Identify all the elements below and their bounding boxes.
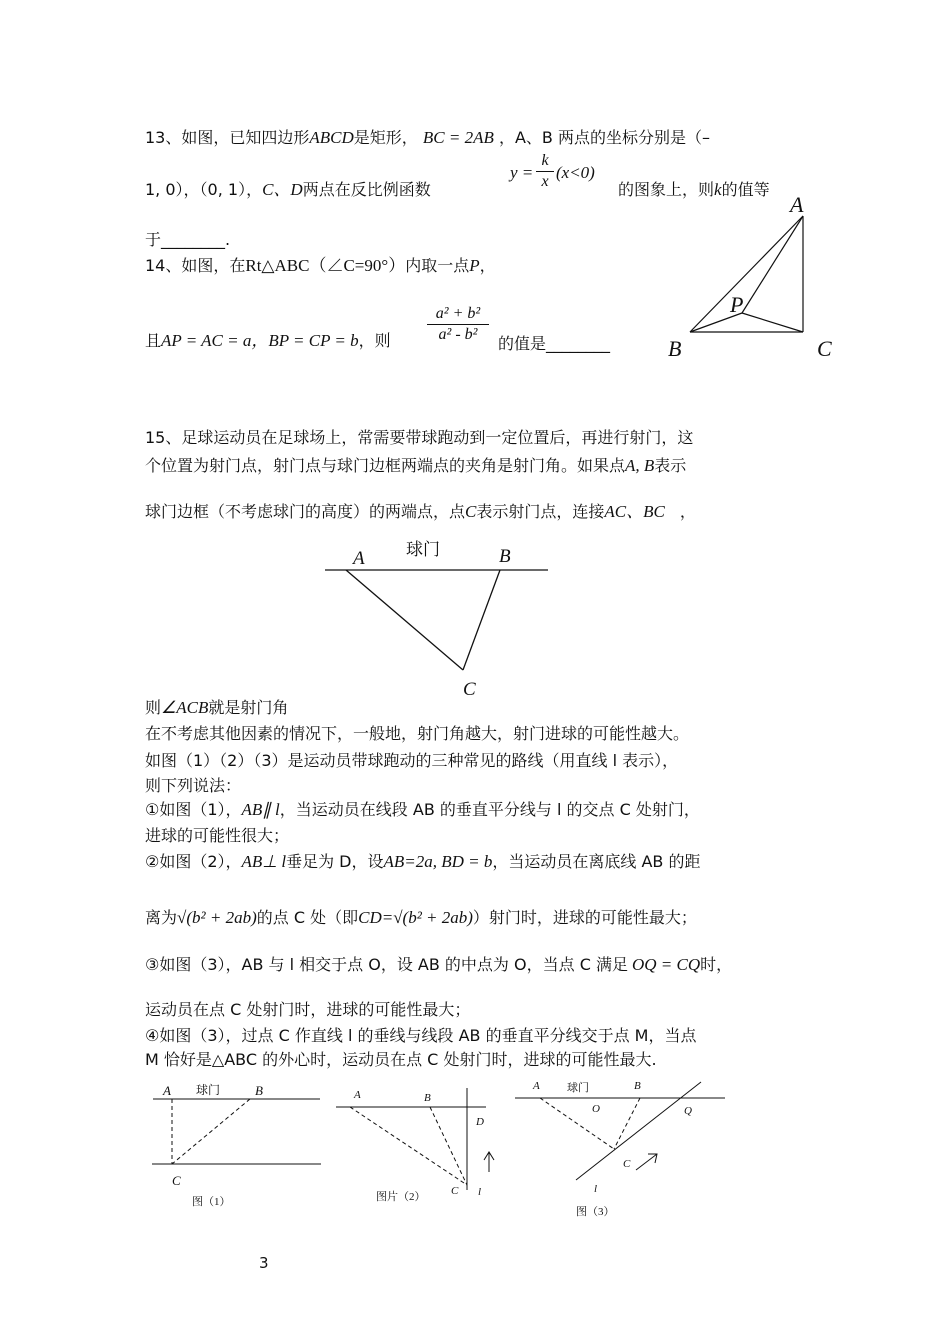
fig1-caption: 图（1）: [192, 1196, 231, 1208]
q13-func-y: y =: [510, 163, 534, 182]
goal-label-A: A: [353, 548, 365, 569]
q13-line1: 13、如图，已知四边形ABCD是矩形， BC = 2AB ，A、B 两点的坐标分别是（–: [145, 128, 710, 147]
q14-label-A: A: [790, 192, 804, 217]
q14-label-P: P: [730, 292, 744, 317]
q15-line-2: 在不考虑其他因素的情况下，一般地，射门角越大，射门进球的可能性越大。: [145, 724, 690, 743]
fig3-label-l: l: [594, 1183, 598, 1195]
fig3-goal: 球门: [567, 1082, 589, 1094]
q14-line2: 且AP = AC = a，BP = CP = b，则: [145, 331, 391, 350]
fig2-label-l: l: [478, 1186, 482, 1198]
fig2-label-A: A: [354, 1089, 361, 1101]
statement-3-cont: 运动员在点 C 处射门时，进球的可能性最大；: [145, 1000, 471, 1019]
q13-line2-end: 的图象上，则k的值等: [618, 180, 770, 199]
goal-label: 球门: [406, 540, 440, 560]
q13-func-fraction: k x: [536, 152, 554, 191]
q15-line-3: 如图（1）（2）（3）是运动员带球跑动的三种常见的路线（用直线 l 表示），: [145, 751, 679, 770]
fig1-goal: 球门: [196, 1083, 221, 1097]
q13-line2: 1, 0），（0, 1），C、D两点在反比例函数: [145, 180, 431, 199]
goal-label-C: C: [463, 679, 476, 700]
statement-2: ②如图（2），AB⊥ l垂足为 D，设AB=2a, BD = b，当运动员在离底线 AB 的距: [145, 852, 701, 871]
fig3-label-O: O: [592, 1103, 600, 1115]
statement-3: ③如图（3），AB 与 l 相交于点 O，设 AB 的中点为 O，当点 C 满足 OQ = CQ时，: [145, 955, 733, 974]
fig2-label-C: C: [451, 1185, 459, 1197]
q15-line-4: 则下列说法：: [145, 776, 242, 795]
q13-line3: 于________.: [145, 230, 231, 249]
q15-para1: 15、足球运动员在足球场上，常需要带球跑动到一定位置后，再进行射门，这: [145, 428, 694, 447]
fig2-label-D: D: [476, 1116, 484, 1128]
q14-line2-end: 的值是________: [498, 334, 611, 353]
statement-4: ④如图（3），过点 C 作直线 l 的垂线与线段 AB 的垂直平分线交于点 M，当点: [145, 1026, 697, 1045]
statement-4-cont: M 恰好是△ABC 的外心时，运动员在点 C 处射门时，进球的可能性最大.: [145, 1050, 657, 1069]
statement-2-cont: 离为√(b² + 2ab)的点 C 处（即CD=√(b² + 2ab)）射门时，进球的可能性最大；: [145, 908, 697, 927]
fig3-caption: 图（3）: [576, 1206, 615, 1218]
fig2-caption: 图片（2）: [376, 1191, 426, 1203]
fig1-label-C: C: [172, 1173, 181, 1188]
q13-func-condition: (x<0): [556, 163, 595, 182]
q14-label-C: C: [817, 336, 832, 361]
page-number: 3: [259, 1254, 269, 1272]
q14-fraction: a² + b² a² - b²: [427, 305, 489, 344]
fig3-label-Q: Q: [684, 1105, 692, 1117]
q15-para2: 个位置为射门点，射门点与球门边框两端点的夹角是射门角。如果点A, B表示: [145, 456, 687, 475]
fig2-label-B: B: [424, 1092, 431, 1104]
q15-para3: 球门边框（不考虑球门的高度）的两端点，点C表示射门点，连接AC、BC ，: [145, 502, 696, 521]
statement-1-cont: 进球的可能性很大；: [145, 826, 290, 845]
q15-line-angle: 则∠ACB就是射门角: [145, 698, 289, 717]
fig1-label-B: B: [255, 1083, 263, 1098]
fig3-label-B: B: [634, 1080, 641, 1092]
q14-line1: 14、如图，在Rt△ABC（∠C=90°）内取一点P，: [145, 256, 496, 275]
fig3-label-A: A: [533, 1080, 540, 1092]
fig3-label-C: C: [623, 1158, 631, 1170]
statement-1: ①如图（1），AB∥ l，当运动员在线段 AB 的垂直平分线与 l 的交点 C 处射门，: [145, 800, 700, 819]
goal-label-B: B: [499, 546, 511, 567]
fig1-label-A: A: [163, 1083, 171, 1098]
q14-label-B: B: [668, 336, 682, 361]
